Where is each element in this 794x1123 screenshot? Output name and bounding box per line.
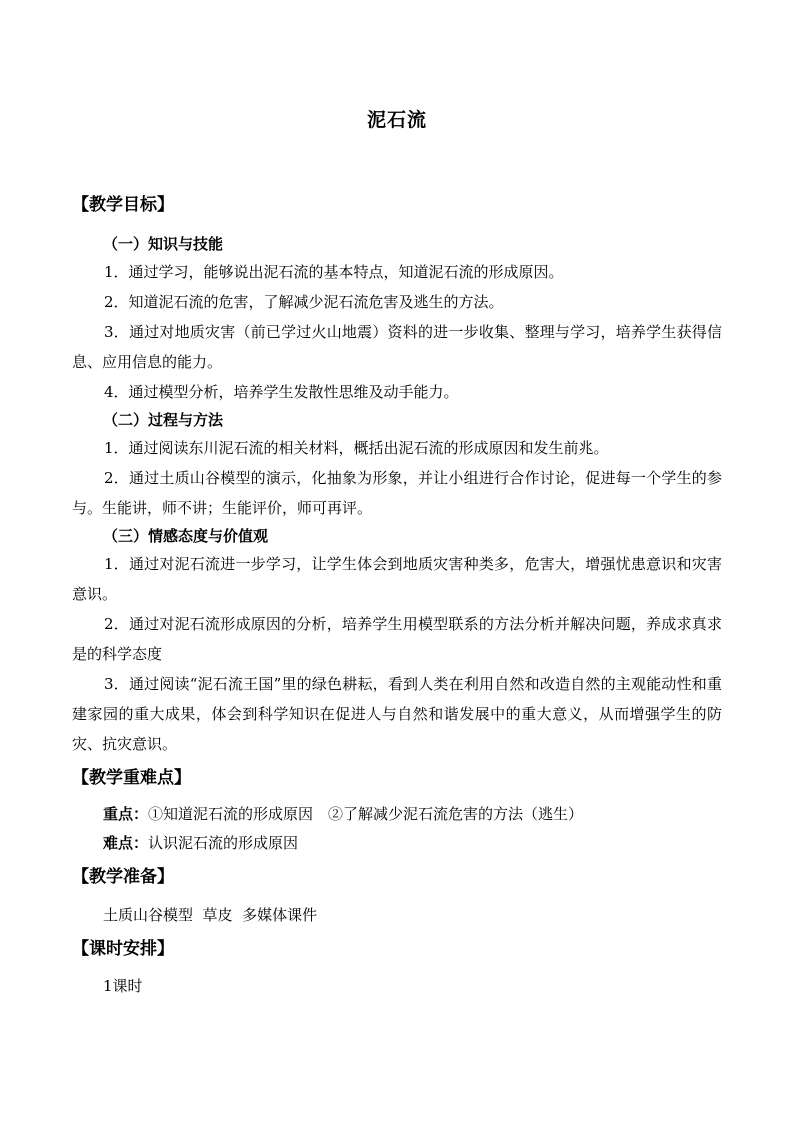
emotion-item-1: 1．通过对泥石流进一步学习，让学生体会到地质灾害种类多，危害大，增强忧患意识和灾害意识。 — [72, 555, 722, 603]
focus-text: ①知道泥石流的形成原因 ②了解减少泥石流危害的方法（逃生） — [148, 805, 584, 823]
emotion-item-2: 2．通过对泥石流形成原因的分析，培养学生用模型联系的方法分析并解决问题，养成求真求是的科学态度 — [72, 615, 722, 663]
preparation-heading: 【教学准备】 — [72, 867, 174, 887]
focus-label: 重点： — [103, 805, 149, 823]
process-methods-heading: （二）过程与方法 — [103, 411, 224, 429]
process-item-1: 1．通过阅读东川泥石流的相关材料，概括出泥石流的形成原因和发生前兆。 — [104, 439, 609, 457]
difficulty-text: 认识泥石流的形成原因 — [148, 834, 299, 852]
focus-line — [103, 803, 583, 824]
difficulty-line — [103, 832, 298, 853]
page-title: 泥石流 — [366, 109, 427, 131]
schedule-text: 1课时 — [103, 977, 143, 995]
key-points-heading: 【教学重难点】 — [72, 768, 191, 788]
knowledge-item-3: 3．通过对地质灾害（前已学过火山地震）资料的进一步收集、整理与学习，培养学生获得信息、应用信息的能力。 — [72, 323, 722, 371]
emotion-values-heading: （三）情感态度与价值观 — [103, 527, 269, 545]
knowledge-skills-heading: （一）知识与技能 — [103, 235, 224, 253]
schedule-heading: 【课时安排】 — [72, 939, 174, 959]
emotion-item-3: 3．通过阅读“泥石流王国”里的绿色耕耘，看到人类在利用自然和改造自然的主观能动性和重建家园的重大成果，体会到科学知识在促进人与自然和谐发展中的重大意义，从而增强学生的防灾、抗灾意识。 — [72, 675, 722, 753]
process-item-2: 2．通过土质山谷模型的演示，化抽象为形象，并让小组进行合作讨论，促进每一个学生的参与。生能讲，师不讲；生能评价，师可再评。 — [72, 469, 722, 517]
knowledge-item-1: 1．通过学习，能够说出泥石流的基本特点，知道泥石流的形成原因。 — [104, 263, 564, 281]
preparation-text: 土质山谷模型 草皮 多媒体课件 — [103, 906, 318, 924]
difficulty-label: 难点： — [103, 834, 149, 852]
objectives-heading: 【教学目标】 — [72, 195, 174, 215]
knowledge-item-4: 4．通过模型分析，培养学生发散性思维及动手能力。 — [104, 383, 459, 401]
knowledge-item-2: 2．知道泥石流的危害，了解减少泥石流危害及逃生的方法。 — [104, 293, 504, 311]
